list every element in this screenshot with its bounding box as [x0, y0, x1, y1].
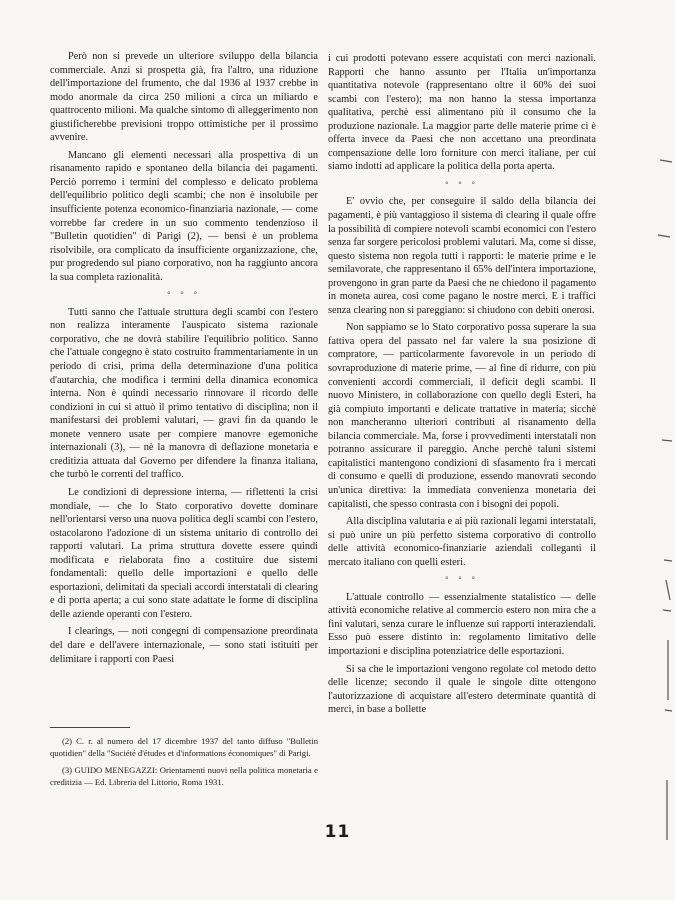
section-separator: ° ° ° [445, 179, 479, 189]
paragraph: Però non si prevede un ulteriore sviluppo della bilancia commerciale. Anzi si prospetta già, fra l'altro, una riduzione dell'importazione del frumento, che dal 1936 al 1937 crebbe in modo anormale da circa 250 milioni a circa un miliardo e quattrocento milioni. Ma qualche sintomo di alleggerimento non giustificherebbe previsioni troppo ottimistiche per il prossimo avvenire. [50, 51, 318, 144]
paragraph: Tutti sanno che l'attuale struttura degli scambi con l'estero non realizza interamente l'auspicato sistema razionale corporativo, che ne dovrà stabilire l'equilibrio politico. Sanno che l'attuale congegno è stato costruito frammentariamente in un periodo di crisi, prima della determinazione d'una politica d'autarchia, che modifica i termini della dinamica economica interna. Non è quindi necessario rinnovare il ricordo delle condizioni in cui si attuò il primo tentativo di disciplina; non il manifestarsi dei problemi valutari, — gravi fin da quando le monete vennero usate per compiere manovre egemoniche internazionali (3), — nè la manovra di deflazione monetaria e creditizia attuata dal Governo per difendere la finanza italiana, che turbò le correnti del traffico. [50, 306, 318, 481]
footnote: (2) C. r. al numero del 17 dicembre 1937 del tanto diffuso "Bulletin quotidien" della "Société d'études et d'informations économiques" di Parigi. [50, 736, 318, 758]
paragraph: Non sappiamo se lo Stato corporativo possa superare la sua fattiva opera del passato nel far valere la sua posizione di compratore, — particolarmente favorevole in un periodo di sovraproduzione di materie prime, — al fine di ridurre, con più convenienti accordi commerciali, il deficit degli scambi. Il nuovo Ministero, in collaborazione con quello degli Esteri, ha già compiuto importanti e delicate trattative in materia; sicchè non mancheranno ulteriori contributi al risanamento della bilancia commerciale. Ma, forse i provvedimenti interstatali non potranno assicurare il pareggio. Anche perchè taluni sistemi capitalistici mantengono condizioni di sfasamento fra i mercati di consumo e quelli di produzione, essendo manovrati secondo un'unica direttiva: la immediata convenienza monetaria dei capitalisti, che spesso contrasta con i bisogni dei popoli. [328, 322, 596, 510]
footnotes [50, 727, 318, 794]
page-number: 11 [324, 822, 351, 842]
right-column [328, 52, 596, 721]
footnote: (3) GUIDO MENEGAZZI: Orientamenti nuovi nella politica monetaria e creditizia — Ed. Libreria del Littorio, Roma 1931. [50, 765, 318, 787]
paragraph: I clearings, — noti congegni di compensazione preordinata del dare e dell'avere internazionale, — sono stati istituiti per delimitare i rapporti con Paesi [50, 626, 318, 665]
left-column [50, 50, 318, 670]
paragraph: Si sa che le importazioni vengono regolate col metodo detto delle licenze; secondo il quale le singole ditte ottengono l'autorizzazione di acquistare all'estero determinate quantità di merci, in base a bollette [328, 663, 596, 716]
section-separator: ° ° ° [445, 575, 479, 585]
paragraph: i cui prodotti potevano essere acquistati con merci nazionali. Rapporti che hanno assunto per l'Italia un'importanza quantitativa notevole (rappresentano oltre il 60% dei suoi scambi con l'estero); ma non hanno la stessa importanza qualitativa, perchè essi alimentano più il consumo che la produzione nazionale. La maggior parte delle materie prime ci è offerta invece da Paesi che non accettano una preordinata compensazione delle loro forniture con merci italiane, per cui siamo indotti ad applicare la politica della porta aperta. [328, 53, 596, 173]
scan-edge-marks [650, 140, 675, 880]
paragraph: Le condizioni di depressione interna, — riflettenti la crisi mondiale, — che lo Stato corporativo dovette dominare nell'orientarsi verso una nuova politica degli scambi con l'estero, ostacolarono l'adozione di un sistema unitario di controllo dei rapporti valutari. La prima struttura dovette essere quindi modificata e rielaborata fino a costituire due sistemi fondamentali: quello delle importazioni e quello delle esportazioni, delimitati da speciali accordi interstatali di clearing e di porta aperta; a cui sono state adattate le forme di disciplina delle aziende operanti con l'estero. [50, 486, 318, 620]
paragraph: L'attuale controllo — essenzialmente statalistico — delle attività economiche relative al commercio estero non mira che a fini valutari, senza curare le influenze sui rapporti interaziendali. Esso può essere distinto in: regolamento limitativo delle importazioni e disciplina potenziatrice delle esportazioni. [328, 591, 596, 657]
paragraph: Alla disciplina valutaria e ai più razionali legami interstatali, si può unire un più perfetto sistema corporativo di controllo delle attività economico-finanziarie aziendali colleganti il mercato italiano con quelli esteri. [328, 516, 596, 568]
paragraph: Mancano gli elementi necessari alla prospettiva di un risanamento rapido e spontaneo della bilancia dei pagamenti. Perciò porremo i termini del complesso e delicato problema dell'equilibrio politico degli scambi; che non è insolubile per insufficiente potenza economico-finanziaria nazionale, — come vorrebbe far credere in un suo commento tendenzioso il "Bulletin quotidien" di Parigi (2), — bensì è un problema risolvibile, ora complicato da insufficiente organizzazione, che, pur progredendo sul piano corporativo, non ha raggiunto ancora la sua completa razionalità. [50, 149, 318, 283]
paragraph: E' ovvio che, per conseguire il saldo della bilancia dei pagamenti, è più vantaggioso il sistema di clearing il quale offre la possibilità di compiere notevoli scambi economici con l'estero senza far sorgere pericolosi problemi valutari. Ma, come si disse, questo sistema non regola tutti i rapporti: le materie prime e le semilavorate, che rappresentano il 65% dell'intera importazione, provengono in gran parte da Paesi che ne chiedono il pagamento in moneta aurea, così come pagano le nostre merci. E i traffici senza clearing non si pareggiano: si chiudono con debiti onerosi. [328, 196, 597, 316]
footnote-rule [50, 727, 130, 728]
section-separator: ° ° ° [167, 290, 201, 300]
